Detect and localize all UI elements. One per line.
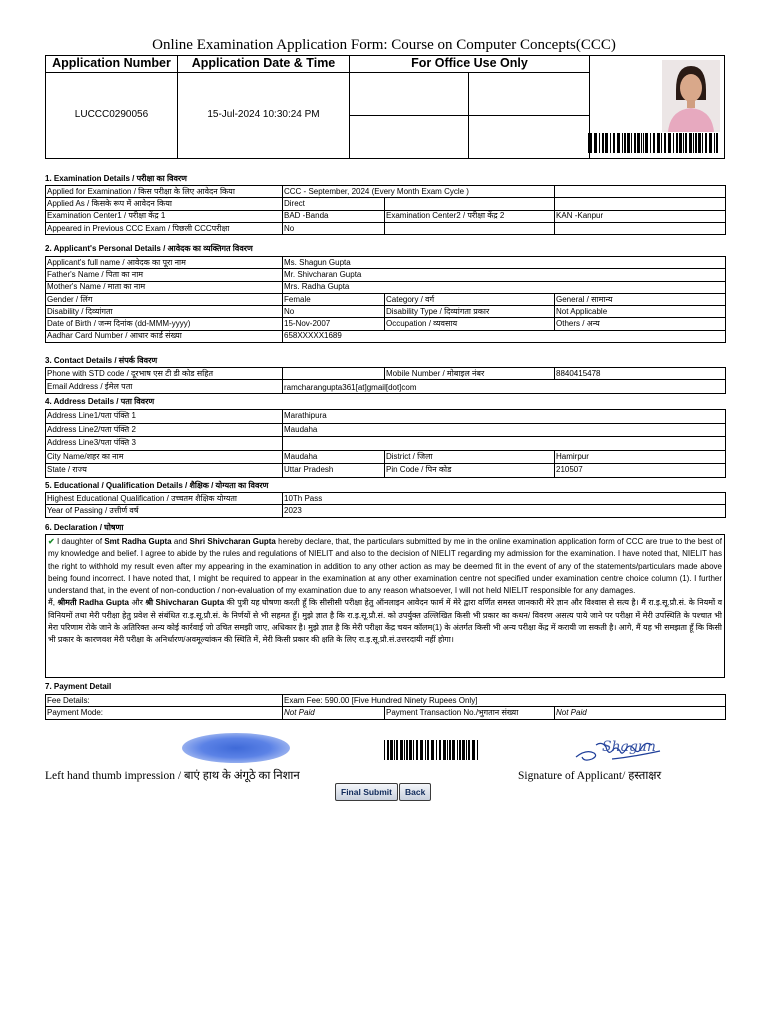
personal-details-table <box>45 256 726 343</box>
table-row: Applicant's full name / आवेदक का पूरा नाम Ms. Shagun Gupta <box>46 257 726 269</box>
table-row: Payment Mode: Not Paid Payment Transaction No./भुगतान संख्या Not Paid <box>46 707 726 719</box>
app-number-cell <box>46 56 178 158</box>
checkmark-icon: ✔ <box>48 537 55 546</box>
form-title: Online Examination Application Form: Course on Computer Concepts(CCC) <box>152 37 616 53</box>
table-row: Appeared in Previous CCC Exam / पिछली CCCपरीक्षा No <box>46 222 726 234</box>
application-header-box <box>45 55 725 159</box>
table-row: Year of Passing / उत्तीर्ण वर्ष 2023 <box>46 505 726 517</box>
section-declaration: 6. Declaration / घोषणा <box>45 523 124 532</box>
section-address-details: 4. Address Details / पता विवरण <box>45 397 155 406</box>
section-contact-details: 3. Contact Details / संपर्क विवरण <box>45 356 158 365</box>
table-row: Date of Birth / जन्म दिनांक (dd-MMM-yyyy) 15-Nov-2007 Occupation / व्यवसाय Others / अन्य <box>46 318 726 330</box>
office-use-cell <box>350 56 590 158</box>
declaration-box <box>45 534 725 678</box>
declaration-hindi: मैं, श्रीमती Radha Gupta और श्री Shivcharan Gupta की पुत्री यह घोषणा करती हूँ कि सीसीसी परीक्षा हेतु ऑनलाइन आवेदन फार्म में मेरे द्वारा वर्णित समस्त जानकारी मेरे ज्ञान और विश्वास से सत्य है। मैं रा.इ.सू.प्रौ.सं. के नियमों व विनियमों तथा मेरी परीक्षा हेतु प्रवेश से संबंधित रा.इ.सू.प्रौ.सं. के निर्णयों से भी सहमत हूँ। मुझे ज्ञात है कि रा.इ.सू.प्रौ.सं. को उपर्युक्त उल्लिखित किसी भी प्रकार का कथन/ विवरण असत्य पाये जाने पर परीक्षा में मेरी उपस्थिति के पश्चात भी मेरा परिणाम रोके जाने के अतिरिक्त अन्य कोई कार्रवाई जो उचित समझी जाए, अधिकार है। मुझे ज्ञात है कि मेरी परीक्षा केंद्र चयन कॉलम(1) के अंतर्गत किसी भी अन्य परीक्षा केंद्र में करायी जा सकती है। आगे, मैं यह भी समझता हूँ कि किसी भी प्रकार के कारणवश मेरी परीक्षा के अनिर्धारण/अवमूल्यांकन की स्थिति में, मेरी किसी प्रकार की क्षति के लिए रा.इ.सू.प्रौ.सं.उत्तरदायी नहीं होगा। <box>48 598 723 645</box>
section-personal-details: 2. Applicant's Personal Details / आवेदक का व्यक्तिगत विवरण <box>45 244 253 253</box>
svg-text:Shagun: Shagun <box>602 739 656 755</box>
back-button[interactable]: Back <box>399 783 431 801</box>
contact-details-table <box>45 367 726 394</box>
application-barcode <box>588 133 720 153</box>
table-row: Address Line2/पता पंक्ति 2 Maudaha <box>46 423 726 437</box>
table-row: Mother's Name / माता का नाम Mrs. Radha Gupta <box>46 281 726 293</box>
table-row: State / राज्य Uttar Pradesh Pin Code / पिन कोड 210507 <box>46 464 726 478</box>
payment-details-table <box>45 694 726 720</box>
table-row: Gender / लिंग Female Category / वर्ग General / सामान्य <box>46 293 726 305</box>
section-education-details: 5. Educational / Qualification Details / शैक्षिक / योग्यता का विवरण <box>45 481 269 490</box>
table-row: Applied for Examination / किस परीक्षा के लिए आवेदन किया CCC - September, 2024 (Every Month Exam Cycle ) <box>46 186 726 198</box>
table-row: Address Line1/पता पंक्ति 1 Marathipura <box>46 410 726 424</box>
signature-caption: Signature of Applicant/ हस्ताक्षर <box>518 770 662 782</box>
table-row: Email Address / ईमेल पता ramcharangupta361[at]gmail[dot]com <box>46 380 726 394</box>
app-date-label: Application Date & Time <box>178 56 349 73</box>
thumb-caption: Left hand thumb impression / बाएं हाथ के अंगूठे का निशान <box>45 770 300 782</box>
app-number-label: Application Number <box>46 56 177 73</box>
table-row: City Name/शहर का नाम Maudaha District / जिला Hamirpur <box>46 450 726 464</box>
app-date-cell <box>178 56 350 158</box>
final-submit-button[interactable]: Final Submit <box>335 783 398 801</box>
thumb-impression-image <box>182 733 290 763</box>
table-row: Address Line3/पता पंक्ति 3 <box>46 437 726 451</box>
table-row: Applied As / किसके रूप में आवेदन किया Direct <box>46 198 726 210</box>
table-row: Disability / दिव्यांगता No Disability Type / दिव्यांगता प्रकार Not Applicable <box>46 306 726 318</box>
section-examination-details: 1. Examination Details / परीक्षा का विवरण <box>45 174 187 183</box>
education-details-table <box>45 492 726 518</box>
app-date-value: 15-Jul-2024 10:30:24 PM <box>207 109 320 120</box>
table-row: Father's Name / पिता का नाम Mr. Shivcharan Gupta <box>46 269 726 281</box>
table-row: Fee Details: Exam Fee: 590.00 [Five Hundred Ninety Rupees Only] <box>46 695 726 707</box>
applicant-signature-image <box>572 731 664 765</box>
examination-details-table <box>45 185 726 235</box>
address-details-table <box>45 409 726 478</box>
declaration-english: ✔ I daughter of Smt Radha Gupta and Shri Shivcharan Gupta hereby declare, that, the particulars submitted by me in the online examination application form of CCC are true to the best of my knowledge and belief. I agree to abide by the rules and regulations of NIELIT and also to the decision of NIELIT regarding my admission for the examination. I have noted that, NIELIT has the right to withhold my result even after my appearing in the examination in addition to any other action as may be deemed fit in the event of any of the statements/particulars made above being found incorrect. I have noted that, I might be required to appear in the examination at any other examination centre not specified under examination centre choice column (1). I further understand that, in the event of non-conduction / non-evaluation of my examination due to any reason whatsoever, I will not held NIELIT responsible for any damages. <box>48 537 722 596</box>
section-payment-detail: 7. Payment Detail <box>45 682 112 691</box>
table-row: Aadhar Card Number / आधार कार्ड संख्या 658XXXXX1689 <box>46 330 726 342</box>
office-use-label: For Office Use Only <box>350 56 589 73</box>
app-number-value: LUCCC0290056 <box>74 109 149 120</box>
table-row: Highest Educational Qualification / उच्चतम शैक्षिक योग्यता 10Th Pass <box>46 493 726 505</box>
table-row: Examination Center1 / परीक्षा केंद्र 1 BAD -Banda Examination Center2 / परीक्षा केंद्र 2 KAN -Kanpur <box>46 210 726 222</box>
table-row: Phone with STD code / दूरभाष एस टी डी कोड सहित Mobile Number / मोबाइल नंबर 8840415478 <box>46 368 726 380</box>
applicant-photo <box>662 60 720 132</box>
footer-barcode <box>384 740 480 760</box>
